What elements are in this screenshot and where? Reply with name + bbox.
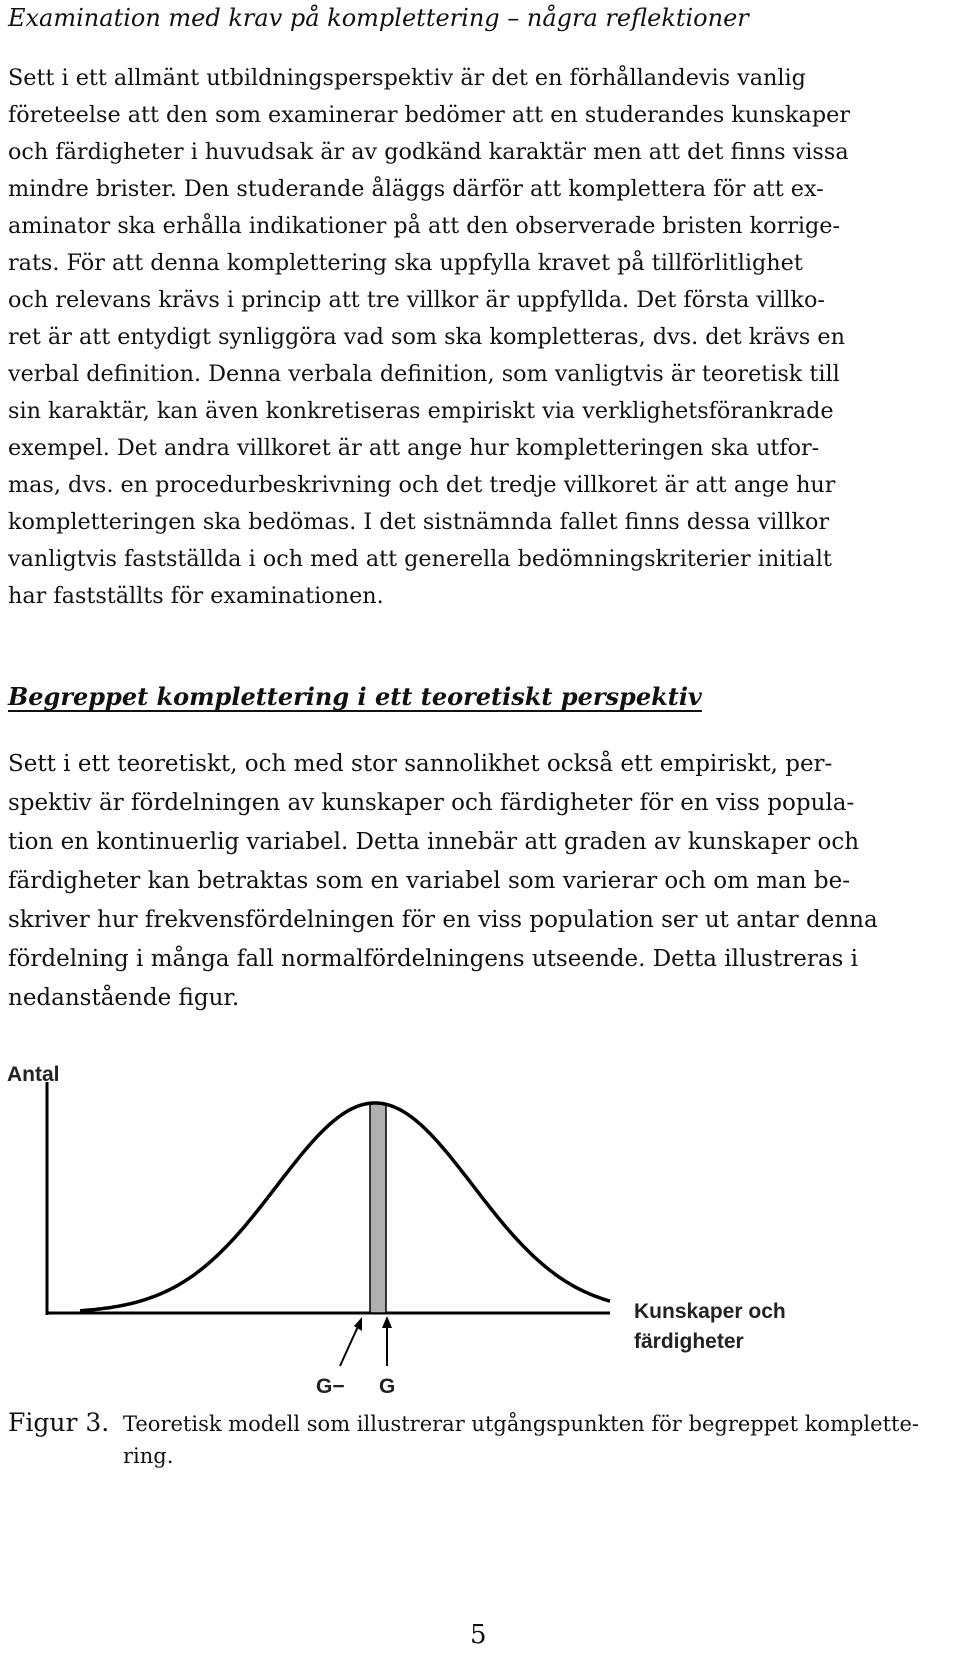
page-number: 5 — [470, 1620, 487, 1650]
text-line: sin karaktär, kan även konkretiseras empiriskt via verklighetsförankrade — [8, 398, 834, 424]
text-line: exempel. Det andra villkoret är att ange hur kompletteringen ska utfor- — [8, 435, 820, 461]
x-axis-label-line1: Kunskaper och — [634, 1300, 786, 1323]
y-axis-label: Antal — [7, 1063, 60, 1086]
text-line: företeelse att den som examinerar bedömer att en studerandes kunskaper — [8, 102, 850, 128]
text-line: Sett i ett teoretiskt, och med stor sannolikhet också ett empiriskt, per- — [8, 751, 833, 777]
arrowhead-g — [382, 1316, 392, 1328]
text-line: skriver hur frekvensfördelningen för en viss population ser ut antar denna — [8, 907, 878, 933]
text-line: mindre brister. Den studerande åläggs därför att komplettera för att ex- — [8, 176, 824, 202]
caption-lead: Figur 3. — [8, 1408, 110, 1437]
section-heading: Examination med krav på komplettering – några reflektioner — [8, 4, 749, 32]
section-heading: Begreppet komplettering i ett teoretiskt perspektiv — [8, 682, 702, 711]
text-line: Sett i ett allmänt utbildningsperspektiv är det en förhållandevis vanlig — [8, 65, 806, 91]
bell-curve — [80, 1103, 610, 1311]
arrow-g-minus — [340, 1322, 360, 1366]
text-line: kompletteringen ska bedömas. I det sistnämnda fallet finns dessa villkor — [8, 509, 830, 535]
text-line: rats. För att denna komplettering ska uppfylla kravet på tillförlitlighet — [8, 250, 803, 276]
shaded-band — [370, 1103, 386, 1313]
caption-text: Teoretisk modell som illustrerar utgångspunkten för begreppet komplette- — [123, 1412, 919, 1436]
text-line: nedanstående figur. — [8, 985, 240, 1011]
paragraph-examination — [8, 60, 953, 615]
text-line: har fastställts för examinationen. — [8, 583, 384, 609]
marker-g-label: G — [379, 1375, 396, 1398]
text-line: och färdigheter i huvudsak är av godkänd karaktär men att det finns vissa — [8, 139, 849, 165]
text-line: och relevans krävs i princip att tre villkor är uppfyllda. Det första villko- — [8, 287, 825, 313]
text-line: aminator ska erhålla indikationer på att den observerade bristen korrige- — [8, 213, 841, 239]
text-line: färdigheter kan betraktas som en variabel som varierar och om man be- — [8, 868, 850, 894]
paragraph-theory — [8, 745, 953, 1018]
text-line: vanligtvis fastställda i och med att generella bedömningskriterier initialt — [8, 546, 832, 572]
x-axis-label-line2: färdigheter — [634, 1330, 744, 1353]
caption-text-continued: ring. — [123, 1444, 174, 1468]
text-line: verbal definition. Denna verbala definition, som vanligtvis är teoretisk till — [8, 361, 840, 387]
text-line: mas, dvs. en procedurbeskrivning och det tredje villkoret är att ange hur — [8, 472, 836, 498]
text-line: tion en kontinuerlig variabel. Detta innebär att graden av kunskaper och — [8, 829, 860, 855]
text-line: fördelning i många fall normalfördelningens utseende. Detta illustreras i — [8, 946, 859, 972]
figure-svg — [0, 1040, 960, 1400]
text-line: spektiv är fördelningen av kunskaper och färdigheter för en viss popula- — [8, 790, 855, 816]
text-line: ret är att entydigt synliggöra vad som ska kompletteras, dvs. det krävs en — [8, 324, 845, 350]
normal-distribution-figure — [0, 1040, 960, 1400]
arrowhead-g-minus — [354, 1317, 362, 1331]
marker-g-minus-label: G− — [316, 1375, 345, 1398]
